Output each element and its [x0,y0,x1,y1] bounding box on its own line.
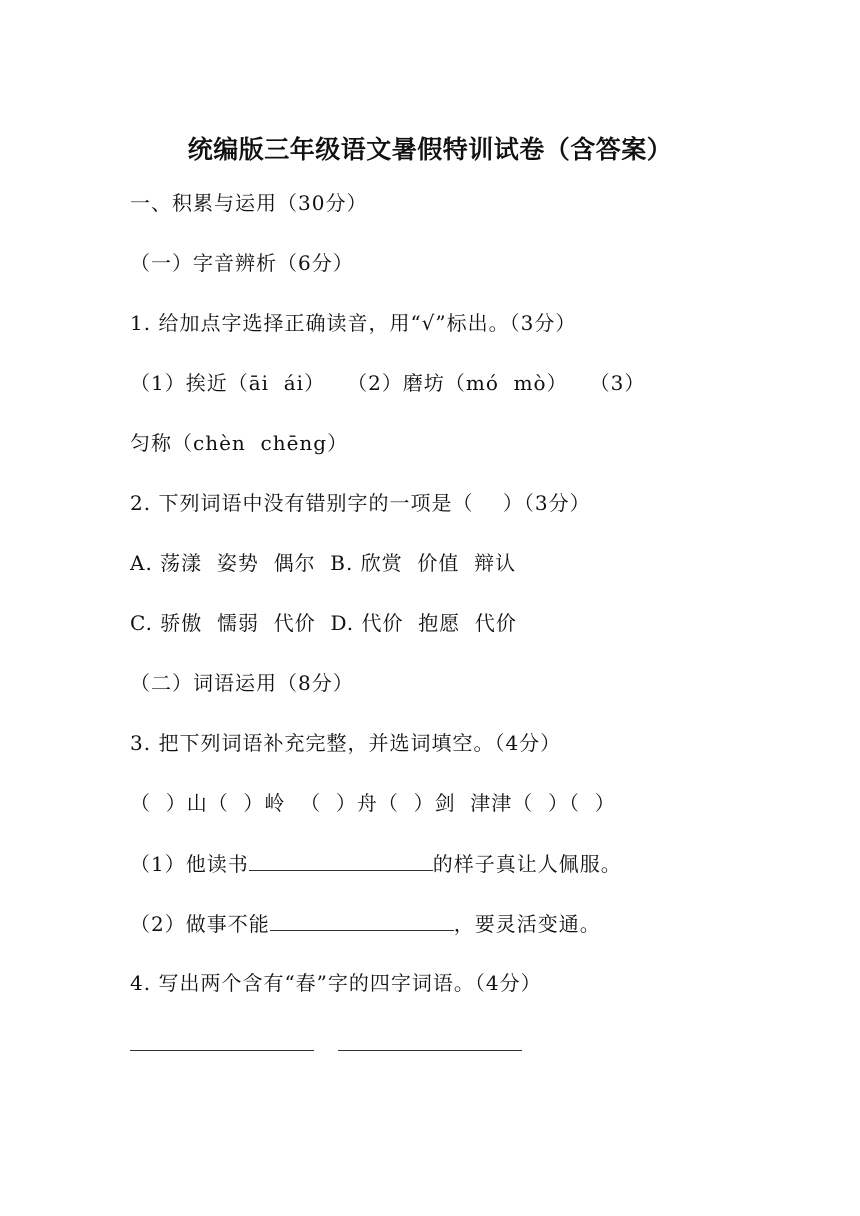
question-2: 2. 下列词语中没有错别字的一项是（ ）（3分） [130,491,591,515]
question-2-option-ab: A. 荡漾 姿势 偶尔 B. 欣赏 价值 辩认 [130,551,517,575]
answer-blanks [130,1030,546,1054]
answer-blank[interactable] [270,908,454,931]
question-1-options: （1）挨近（āi ái） （2）磨坊（mó mò） （3） [130,371,646,395]
fill-in-sentence-2 [130,908,601,939]
fill-2-suffix: ，要灵活变通。 [453,912,601,936]
question-3-idioms: （ ）山（ ）岭 （ ）舟（ ）剑 津津（ ）（ ） [130,791,616,815]
fill-1-suffix: 的样子真让人佩服。 [432,852,622,876]
answer-blank[interactable] [249,848,433,871]
question-3: 3. 把下列词语补充完整，并选词填空。（4分） [130,731,562,755]
answer-blank[interactable] [130,1030,314,1051]
fill-2-prefix: （2）做事不能 [130,912,270,936]
subsection-heading: （一）字音辨析（6分） [130,251,354,275]
subsection-heading-2: （二）词语运用（8分） [130,671,354,695]
question-4: 4. 写出两个含有“春”字的四字词语。（4分） [130,971,542,995]
question-2-option-cd: C. 骄傲 懦弱 代价 D. 代价 抱愿 代价 [130,611,517,635]
answer-blank[interactable] [338,1030,522,1051]
fill-in-sentence-1 [130,848,622,879]
page-title: 统编版三年级语文暑假特训试卷（含答案） [187,135,673,164]
question-1: 1. 给加点字选择正确读音，用“√”标出。（3分） [130,311,577,335]
question-1-options-cont: 匀称（chèn chēng） [130,431,349,455]
section-heading: 一、积累与运用（30分） [130,191,368,215]
fill-1-prefix: （1）他读书 [130,852,249,876]
